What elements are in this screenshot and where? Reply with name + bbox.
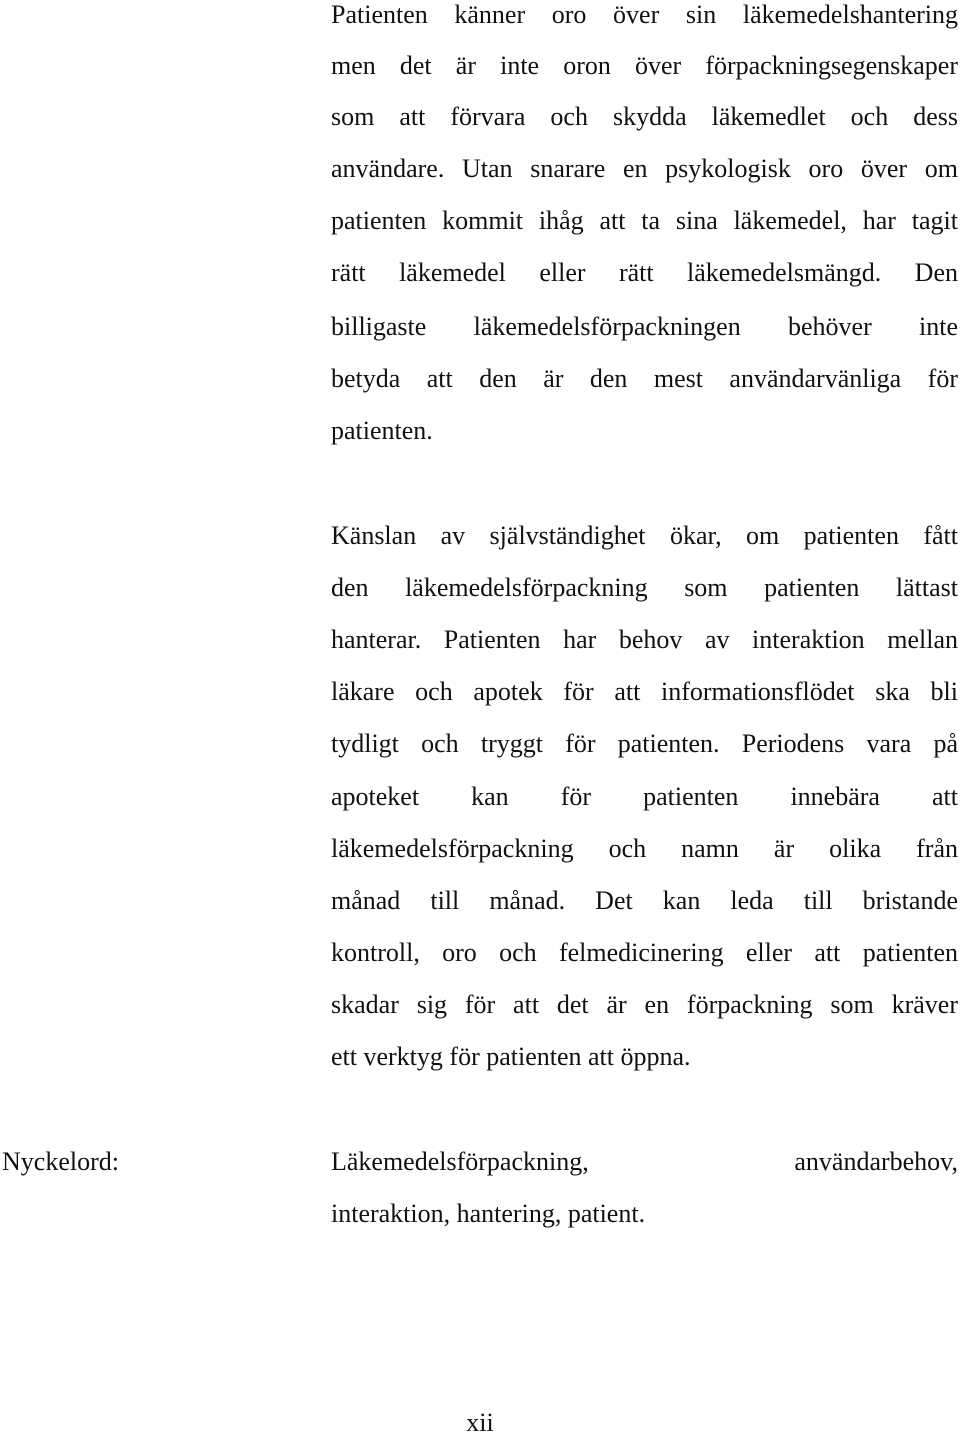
paragraph-line: som att förvara och skydda läkemedlet och dess [331,102,958,131]
paragraph-line: den läkemedelsförpackning som patienten lättast [331,573,958,602]
paragraph-line: kontroll, oro och felmedicinering eller att patienten [331,938,958,967]
paragraph-line: läkemedelsförpackning och namn är olika från [331,834,958,863]
paragraph-line: skadar sig för att det är en förpackning som kräver [331,990,958,1019]
paragraph-line: betyda att den är den mest användarvänliga för [331,364,958,393]
paragraph-line: patienten kommit ihåg att ta sina läkemedel, har tagit [331,206,958,235]
page-number: xii [466,1408,494,1437]
paragraph-line: apoteket kan för patienten innebära att [331,782,958,811]
paragraph-line: månad till månad. Det kan leda till bristande [331,886,958,915]
paragraph-line: Patienten känner oro över sin läkemedelshantering [331,0,958,29]
paragraph-line: användare. Utan snarare en psykologisk oro över om [331,154,958,183]
keywords-line: interaktion, hantering, patient. [331,1199,646,1228]
paragraph-line: billigaste läkemedelsförpackningen behöver inte [331,312,958,341]
keywords-line: Läkemedelsförpackning, användarbehov, [331,1147,958,1176]
paragraph-line: rätt läkemedel eller rätt läkemedelsmängd. Den [331,258,958,287]
paragraph-line: läkare och apotek för att informationsflödet ska bli [331,677,958,706]
paragraph-line: Känslan av självständighet ökar, om patienten fått [331,521,958,550]
keywords-label: Nyckelord: [2,1147,119,1176]
paragraph-line: men det är inte oron över förpackningsegenskaper [331,51,958,80]
paragraph-line: patienten. [331,416,433,445]
paragraph-line: hanterar. Patienten har behov av interaktion mellan [331,625,958,654]
paragraph-line: ett verktyg för patienten att öppna. [331,1042,691,1071]
paragraph-line: tydligt och tryggt för patienten. Periodens vara på [331,729,958,758]
